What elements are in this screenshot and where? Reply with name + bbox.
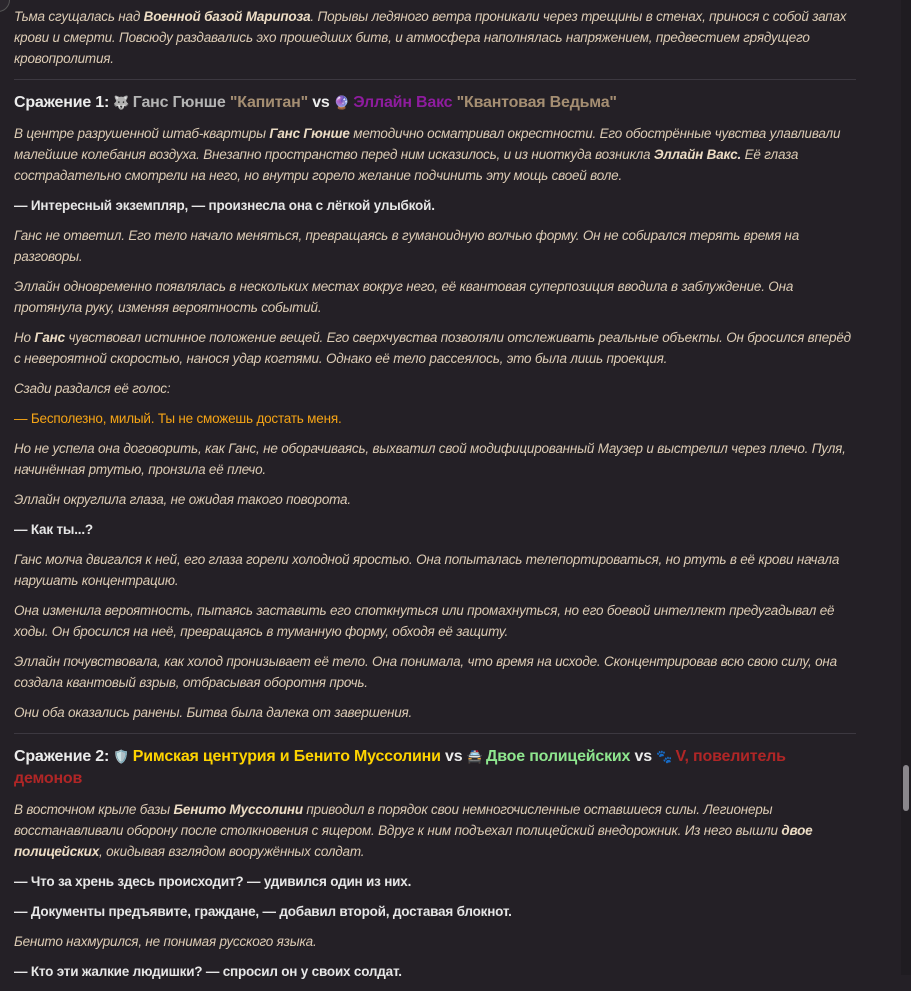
text-segment: Её глаза сострадательно смотрели на него, но внутри горело желание подчинить эту мощь своей воле. — [14, 147, 799, 183]
text-segment: Эллайн почувствовала, как холод пронизывает её тело. Она понимала, что время на исходе. Сконцентрировав всю свою силу, она создала квантовый взрыв, отбрасывая оборотня прочь. — [14, 654, 837, 690]
text-segment: Но — [14, 330, 35, 345]
bold-name: Эллайн Вакс. — [653, 147, 742, 162]
narration-paragraph — [14, 123, 856, 186]
text-segment: Эллайн Вакс — [353, 94, 453, 111]
text-segment: Бенито нахмурился, не понимая русского языка. — [14, 934, 317, 949]
scrollbar-thumb[interactable] — [903, 765, 909, 811]
text-segment: "Капитан" — [225, 94, 308, 111]
text-segment: , окидывая взглядом вооружённых солдат. — [99, 844, 365, 859]
text-segment: Сзади раздался её голос: — [14, 381, 171, 396]
dialogue-line — [14, 408, 856, 429]
dialogue-line — [14, 961, 856, 982]
text-segment: Эллайн одновременно появлялась в нескольких местах вокруг него, её квантовая суперпозиция вводила в заблуждение. Она протянула руку, изменяя вероятность событий. — [14, 279, 794, 315]
text-segment: vs — [440, 748, 467, 765]
narration-paragraph — [14, 600, 856, 642]
dialogue-line — [14, 871, 856, 892]
narration-paragraph — [14, 276, 856, 318]
text-segment: Ганс молча двигался к ней, его глаза горели холодной яростью. Она попыталась телепортироваться, но ртуть в её крови начала нарушать концентрацию. — [14, 552, 840, 588]
text-segment: Но не успела она договорить, как Ганс, не оборачиваясь, выхватил свой модифицированный Маузер и выстрелил через плечо. Пуля, начинённая ртутью, пронзила её плечо. — [14, 441, 846, 477]
narration-paragraph — [14, 438, 856, 480]
narration-paragraph — [14, 931, 856, 952]
battle-heading — [14, 746, 856, 790]
text-segment: — Бесполезно, милый. Ты не сможешь достать меня. — [14, 411, 342, 426]
text-segment: Сражение 2: — [14, 748, 114, 765]
text-segment: Эллайн округлила глаза, не ожидая такого поворота. — [14, 492, 351, 507]
avatar — [0, 0, 10, 12]
story-content — [14, 6, 856, 991]
text-segment: vs — [630, 748, 657, 765]
text-segment: В восточном крыле базы — [14, 802, 174, 817]
text-segment: . Порывы ледяного ветра проникали через трещины в стенах, принося с собой запах крови и смерти. Повсюду раздавались эхо прошедших битв, и атмосфера наполнялась напряжением, предвестием грядущего кровопролития. — [14, 9, 847, 66]
text-segment: чувствовал истинное положение вещей. Его сверхчувства позволяли отслеживать реальные объекты. Он бросился вперёд с невероятной скоростью, нанося удар когтями. Однако её тело рассеялось, это была лишь проекция. — [14, 330, 851, 366]
police-car-icon: 🚔 — [466, 749, 487, 764]
narration-paragraph — [14, 327, 856, 369]
dialogue-line — [14, 195, 856, 216]
crystal-ball-icon: 🔮 — [333, 95, 354, 110]
paw-prints-icon: 🐾 — [656, 749, 676, 764]
text-segment: Римская центурия и Бенито Муссолини — [132, 748, 441, 765]
text-segment: Двое полицейских — [486, 748, 631, 765]
text-segment: Ганс Гюнше — [132, 94, 226, 111]
bold-name: Ганс — [34, 330, 65, 345]
text-segment: vs — [307, 94, 334, 111]
text-segment: — Интересный экземпляр, — произнесла она с лёгкой улыбкой. — [14, 198, 435, 213]
narration-paragraph — [14, 702, 856, 723]
battle-heading — [14, 92, 856, 114]
intro-paragraph — [14, 6, 856, 69]
wolf-icon: 🐺 — [113, 95, 133, 110]
text-segment: методично осматривал окрестности. Его обострённые чувства улавливали малейшие колебания воздуха. Внезапно пространство перед ним исказилось, и из ниоткуда возникла — [14, 126, 841, 162]
text-segment: В центре разрушенной штаб-квартиры — [14, 126, 270, 141]
shield-icon: 🛡️ — [113, 749, 133, 764]
bold-name: Бенито Муссолини — [173, 802, 303, 817]
narration-paragraph — [14, 549, 856, 591]
bold-name: Ганс Гюнше — [269, 126, 350, 141]
divider — [14, 733, 856, 734]
narration-paragraph — [14, 799, 856, 862]
dialogue-line — [14, 901, 856, 922]
dialogue-line — [14, 519, 856, 540]
scrollbar[interactable] — [901, 0, 911, 975]
text-segment: "Квантовая Ведьма" — [452, 94, 617, 111]
text-segment: Она изменила вероятность, пытаясь заставить его споткнуться или промахнуться, но его боевой интеллект предугадывал её ходы. Он бросился на неё, превращаясь в туманную форму, обходя её защиту. — [14, 603, 835, 639]
text-segment: Они оба оказались ранены. Битва была далека от завершения. — [14, 705, 413, 720]
text-segment: Тьма сгущалась над — [14, 9, 144, 24]
narration-paragraph — [14, 378, 856, 399]
text-segment: — Кто эти жалкие людишки? — спросил он у своих солдат. — [14, 964, 402, 979]
bold-name: Военной базой Марипоза — [143, 9, 311, 24]
text-segment: Сражение 1: — [14, 94, 114, 111]
text-segment: — Что за хрень здесь происходит? — удивился один из них. — [14, 874, 412, 889]
narration-paragraph — [14, 225, 856, 267]
text-segment: — Документы предъявите, граждане, — добавил второй, доставая блокнот. — [14, 904, 512, 919]
bold-name: двое полицейских — [14, 823, 813, 859]
narration-paragraph — [14, 651, 856, 693]
text-segment: Ганс не ответил. Его тело начало меняться, превращаясь в гуманоидную волчью форму. Он не собирался терять время на разговоры. — [14, 228, 800, 264]
text-segment: приводил в порядок свои немногочисленные оставшиеся силы. Легионеры восстанавливали оборону после столкновения с ящером. Вдруг к ним подъехал полицейский внедорожник. Из него вышли — [14, 802, 782, 838]
text-segment: V, повелитель демонов — [14, 748, 786, 787]
text-segment: — Как ты...? — [14, 522, 93, 537]
divider — [14, 79, 856, 80]
narration-paragraph — [14, 489, 856, 510]
